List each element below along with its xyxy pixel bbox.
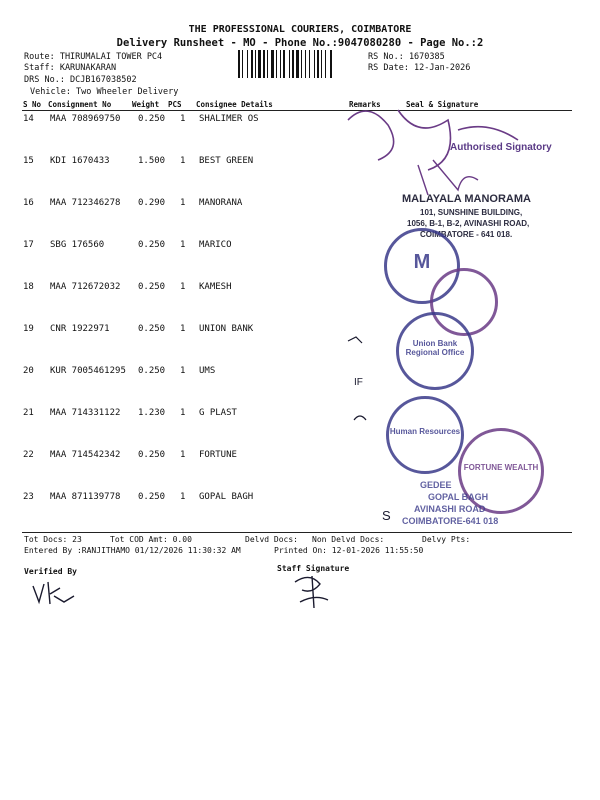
verified-signature: [30, 578, 80, 608]
rs-date: RS Date: 12-Jan-2026: [368, 63, 471, 73]
row-sno: 22: [23, 450, 34, 460]
seal-monogram: M: [413, 251, 431, 273]
barcode-bar: [330, 50, 332, 78]
row-sno: 14: [23, 114, 34, 124]
barcode-bar: [267, 50, 268, 78]
row-consignee: KAMESH: [199, 282, 232, 292]
barcode-bar: [247, 50, 248, 78]
route-label: Route: THIRUMALAI TOWER PC4: [24, 52, 163, 62]
row-weight: 0.250: [138, 240, 166, 250]
barcode-bar: [314, 50, 315, 78]
row-pcs: 1: [180, 114, 186, 124]
row-weight: 1.500: [138, 156, 166, 166]
row-consignment: MAA 712672032: [50, 282, 121, 292]
row-weight: 0.250: [138, 366, 166, 376]
barcode-bar: [271, 50, 274, 78]
col-consignment: Consignment No: [48, 100, 112, 109]
non-delivered-docs: Non Delvd Docs:: [312, 535, 385, 544]
barcode: [238, 50, 364, 78]
col-pcs: PCS: [168, 100, 182, 109]
delivery-points: Delvy Pts:: [422, 535, 471, 544]
row-consignment: SBG 176560: [50, 240, 105, 250]
barcode-bar: [321, 50, 322, 78]
row-consignee: MANORANA: [199, 198, 243, 208]
row-pcs: 1: [180, 282, 186, 292]
footer-rule: [22, 532, 572, 533]
barcode-bar: [242, 50, 243, 78]
printed-on: Printed On: 12-01-2026 11:55:50: [274, 546, 424, 555]
barcode-bar: [251, 50, 253, 78]
row-sno: 15: [23, 156, 34, 166]
rs-number: RS No.: 1670385: [368, 52, 445, 62]
row-pcs: 1: [180, 450, 186, 460]
remark-mark-23: S: [382, 508, 391, 523]
table-row: [0, 366, 600, 380]
remark-mark-21: [352, 412, 372, 424]
table-row: [0, 324, 600, 338]
row-consignment: MAA 871139778: [50, 492, 121, 502]
gopal-bagh-stamp-4: COIMBATORE-641 018: [402, 516, 499, 526]
col-remarks: Remarks: [349, 100, 381, 109]
union-bank-seal: [396, 312, 474, 390]
table-row: [0, 408, 600, 422]
gopal-bagh-stamp-2: GOPAL BAGH: [428, 492, 489, 502]
barcode-bar: [289, 50, 290, 78]
row-sno: 17: [23, 240, 34, 250]
row-pcs: 1: [180, 156, 186, 166]
row-weight: 0.250: [138, 282, 166, 292]
staff-signature-label: Staff Signature: [277, 564, 350, 573]
row-weight: 0.290: [138, 198, 166, 208]
row-pcs: 1: [180, 324, 186, 334]
row-weight: 1.230: [138, 408, 166, 418]
vehicle-label: Vehicle: Two Wheeler Delivery: [30, 87, 179, 97]
row-consignee: UNION BANK: [199, 324, 254, 334]
human-resources-seal-text: Human Resources: [389, 427, 461, 436]
col-consignee: Consignee Details: [196, 100, 273, 109]
staff-signature: [290, 570, 335, 615]
remark-mark-19: [346, 335, 366, 347]
staff-label: Staff: KARUNAKARAN: [24, 63, 117, 73]
row-pcs: 1: [180, 366, 186, 376]
row-consignee: FORTUNE: [199, 450, 237, 460]
barcode-bar: [325, 50, 326, 78]
row-consignee: BEST GREEN: [199, 156, 254, 166]
fortune-seal-text: FORTUNE WEALTH: [463, 463, 539, 472]
row-consignment: CNR 1922971: [50, 324, 110, 334]
row-consignee: UMS: [199, 366, 216, 376]
total-cod: Tot COD Amt: 0.00: [110, 535, 192, 544]
malayala-address-2: 1056, B-1, B-2, AVINASHI ROAD,: [407, 219, 530, 228]
row-weight: 0.250: [138, 114, 166, 124]
row-consignee: SHALIMER OS: [199, 114, 259, 124]
row-consignment: MAA 714542342: [50, 450, 121, 460]
row-consignee: GOPAL BAGH: [199, 492, 254, 502]
barcode-bar: [309, 50, 310, 78]
row-pcs: 1: [180, 240, 186, 250]
malayala-address-1: 101, SUNSHINE BUILDING,: [420, 208, 523, 217]
col-weight: Weight: [132, 100, 160, 109]
drs-number: DRS No.: DCJB167038502: [24, 75, 137, 85]
barcode-bar: [276, 50, 277, 78]
malayala-manorama-title: MALAYALA MANORAMA: [402, 193, 531, 205]
entered-by: Entered By :RANJITHAMO 01/12/2026 11:30:32 AM: [24, 546, 241, 555]
barcode-bar: [255, 50, 256, 78]
row-sno: 18: [23, 282, 34, 292]
row-weight: 0.250: [138, 324, 166, 334]
gopal-bagh-stamp-1: GEDEE: [420, 480, 452, 490]
row-pcs: 1: [180, 492, 186, 502]
row-consignment: MAA 712346278: [50, 198, 121, 208]
table-row: [0, 282, 600, 296]
verified-by-label: Verified By: [24, 567, 77, 576]
row-consignee: MARICO: [199, 240, 232, 250]
malayala-address-3: COIMBATORE - 641 018.: [420, 230, 513, 239]
row-consignment: KUR 7005461295: [50, 366, 126, 376]
row-weight: 0.250: [138, 450, 166, 460]
barcode-bar: [292, 50, 294, 78]
col-seal: Seal & Signature: [406, 100, 479, 109]
human-resources-seal: [386, 396, 464, 474]
runsheet-title: Delivery Runsheet - MO - Phone No.:9047080280 - Page No.:2: [116, 37, 484, 49]
remark-mark-20: IF: [354, 377, 363, 388]
barcode-bar: [317, 50, 319, 78]
union-bank-seal-text: Union Bank Regional Office: [405, 339, 465, 357]
barcode-bar: [283, 50, 285, 78]
col-sno: S No: [23, 100, 42, 109]
row-sno: 19: [23, 324, 34, 334]
table-row: [0, 240, 600, 254]
barcode-bar: [301, 50, 302, 78]
row-weight: 0.250: [138, 492, 166, 502]
row-pcs: 1: [180, 408, 186, 418]
total-docs: Tot Docs: 23: [24, 535, 82, 544]
company-name: THE PROFESSIONAL COURIERS, COIMBATORE: [188, 24, 412, 35]
barcode-bar: [280, 50, 281, 78]
row-sno: 23: [23, 492, 34, 502]
barcode-bar: [305, 50, 306, 78]
authorised-signatory-stamp: Authorised Signatory: [450, 142, 552, 153]
row-consignment: KDI 1670433: [50, 156, 110, 166]
gopal-bagh-stamp-3: AVINASHI ROAD: [414, 504, 486, 514]
row-pcs: 1: [180, 198, 186, 208]
row-consignment: MAA 708969750: [50, 114, 121, 124]
barcode-bar: [296, 50, 299, 78]
barcode-bar: [238, 50, 240, 78]
row-sno: 20: [23, 366, 34, 376]
barcode-bar: [258, 50, 261, 78]
row-consignment: MAA 714331122: [50, 408, 121, 418]
row-consignee: G PLAST: [199, 408, 237, 418]
row-sno: 16: [23, 198, 34, 208]
delivered-docs: Delvd Docs:: [245, 535, 298, 544]
barcode-bar: [263, 50, 265, 78]
row-sno: 21: [23, 408, 34, 418]
